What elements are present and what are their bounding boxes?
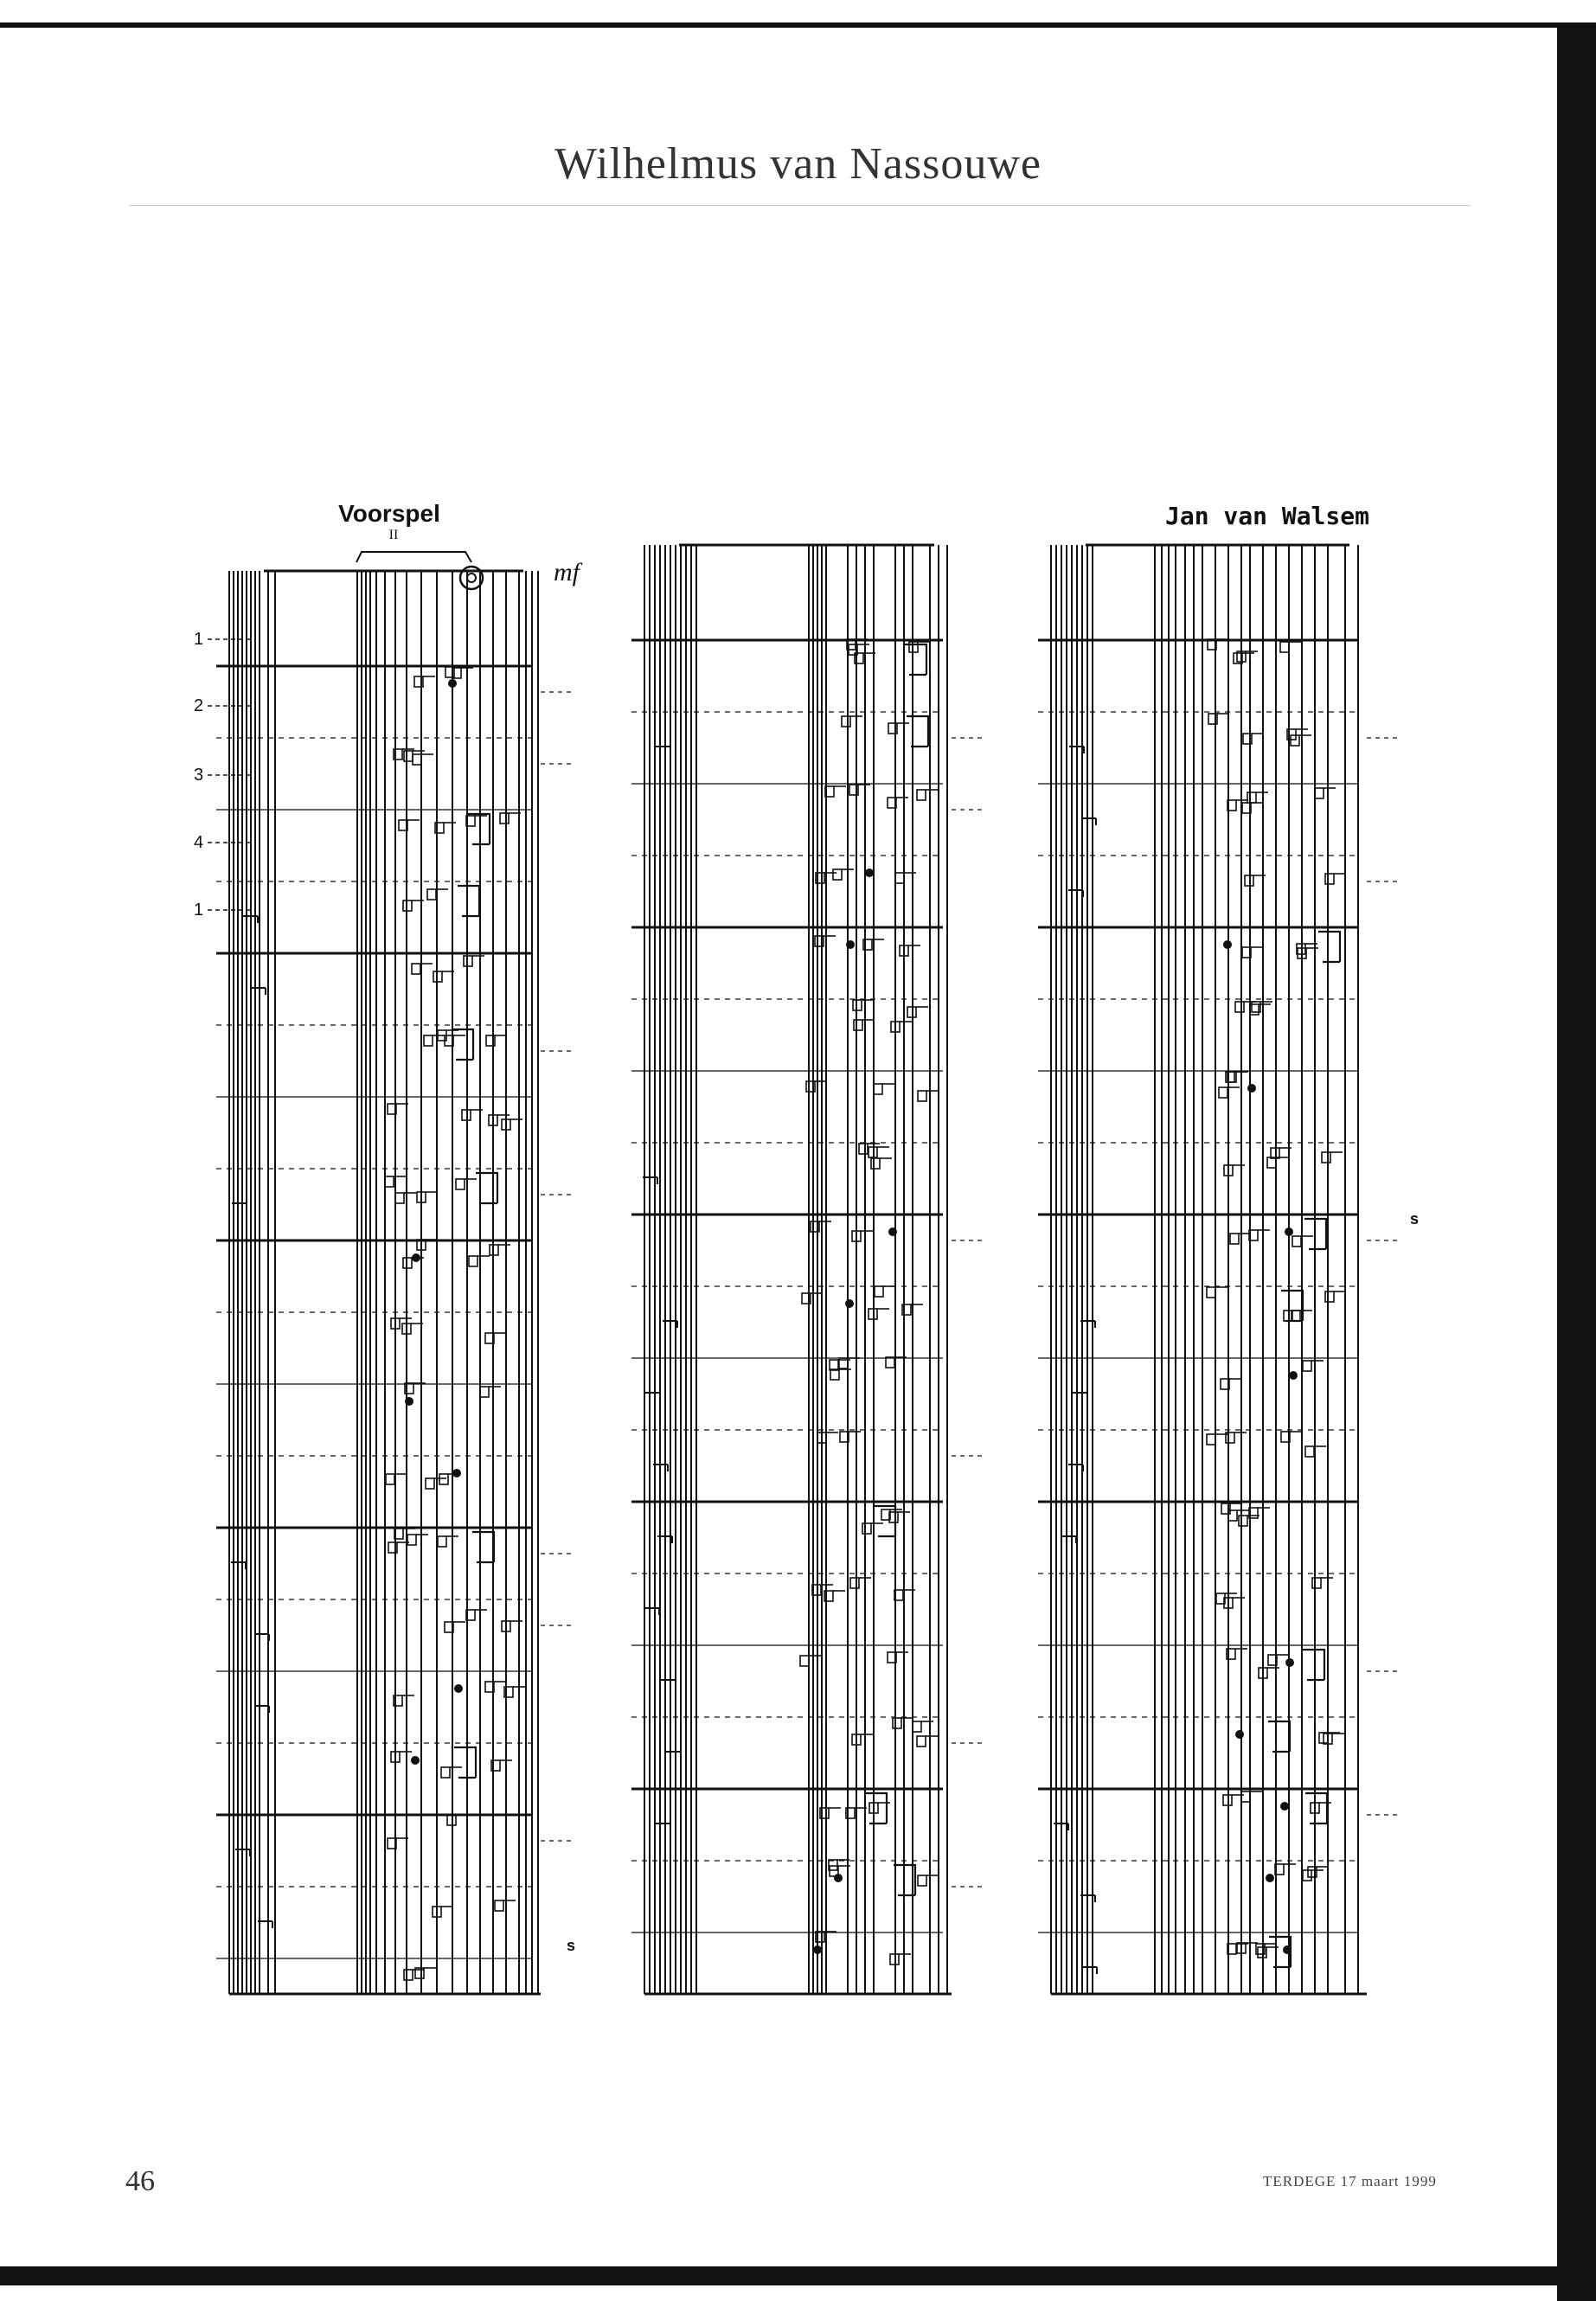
note-dot	[411, 1756, 420, 1765]
dynamic-marking: mf	[554, 558, 580, 586]
beam-mark	[865, 1793, 887, 1823]
composer-credit: Jan van Walsem	[1164, 502, 1369, 530]
note-dot	[1285, 1227, 1293, 1236]
note-mark	[1247, 792, 1256, 803]
note-mark	[1230, 1234, 1239, 1244]
beat-label: 3	[194, 766, 204, 785]
note-dot	[448, 679, 457, 688]
note-dot	[888, 1227, 897, 1236]
note-mark	[1315, 788, 1324, 798]
note-mark	[1207, 1287, 1215, 1298]
end-mark: s	[567, 1937, 576, 1954]
beam-mark	[1268, 1721, 1290, 1752]
note-mark	[875, 1286, 883, 1297]
note-mark	[830, 1360, 838, 1370]
note-dot	[813, 1945, 822, 1954]
note-mark	[854, 1020, 862, 1030]
note-dot	[405, 1397, 413, 1406]
note-dot	[1285, 1658, 1294, 1667]
note-mark	[439, 1474, 448, 1484]
note-mark	[1325, 1292, 1334, 1302]
note-mark	[1303, 1870, 1311, 1881]
note-mark	[1312, 1578, 1321, 1588]
note-mark	[395, 1193, 404, 1203]
note-mark	[893, 1718, 901, 1728]
note-mark	[1325, 874, 1334, 884]
beat-label: 1	[194, 630, 204, 649]
note-mark	[480, 1387, 489, 1397]
note-mark	[469, 1256, 478, 1266]
beam-mark	[1305, 1793, 1327, 1823]
note-mark	[426, 1478, 434, 1489]
page-title: Wilhelmus van Nassouwe	[554, 139, 1042, 189]
note-mark	[859, 1144, 868, 1154]
manual-bracket	[356, 552, 471, 562]
note-mark	[1280, 642, 1289, 652]
note-dot	[845, 1299, 854, 1308]
note-mark	[495, 1900, 503, 1911]
beam-mark	[1303, 1650, 1324, 1680]
note-mark	[1219, 1087, 1227, 1098]
note-dot	[1266, 1874, 1274, 1882]
note-mark	[918, 1875, 926, 1886]
note-mark	[427, 889, 436, 900]
note-mark	[800, 1656, 809, 1666]
note-mark	[830, 1369, 839, 1380]
registration-circle-inner	[467, 574, 476, 582]
note-mark	[886, 1357, 894, 1368]
beat-label: 1	[194, 901, 204, 920]
note-dot	[834, 1874, 843, 1882]
note-mark	[438, 1536, 446, 1547]
note-mark	[500, 813, 509, 824]
note-mark	[412, 964, 420, 974]
note-mark	[862, 1523, 871, 1534]
note-mark	[1292, 1236, 1301, 1247]
note-mark	[385, 1176, 394, 1187]
note-dot	[1289, 1371, 1298, 1380]
note-mark	[404, 751, 413, 761]
note-mark	[386, 1474, 394, 1484]
note-dot	[846, 940, 855, 949]
note-mark	[407, 1535, 416, 1545]
note-mark	[1322, 1152, 1330, 1163]
note-dot	[454, 1684, 463, 1693]
note-mark	[918, 1091, 926, 1101]
note-dot	[865, 868, 874, 877]
section-label: Voorspel	[338, 500, 440, 527]
beam-mark	[452, 1029, 473, 1060]
note-mark	[424, 1035, 433, 1046]
end-mark: s	[1410, 1210, 1420, 1227]
beam-mark	[874, 1506, 895, 1536]
note-mark	[413, 754, 421, 765]
note-mark	[1235, 1002, 1244, 1012]
note-mark	[874, 1084, 882, 1094]
note-mark	[1291, 735, 1299, 746]
footer-credit: TERDEGE 17 maart 1999	[1263, 2173, 1437, 2189]
note-mark	[1207, 1434, 1215, 1445]
note-mark	[1239, 1516, 1247, 1526]
beam-mark	[468, 814, 490, 844]
note-mark	[917, 1736, 926, 1747]
note-mark	[895, 873, 904, 883]
note-mark	[842, 716, 850, 727]
note-dot	[1280, 1802, 1289, 1811]
note-mark	[456, 1179, 465, 1189]
beat-label: 4	[194, 833, 204, 852]
note-mark	[404, 1970, 413, 1980]
note-mark	[1241, 1791, 1250, 1802]
beam-mark	[472, 1532, 494, 1562]
note-mark	[1303, 1361, 1311, 1371]
beam-mark	[454, 1747, 476, 1778]
note-mark	[1305, 1446, 1314, 1457]
beam-mark	[1318, 932, 1340, 962]
beat-label: 2	[194, 696, 204, 715]
note-mark	[1267, 1157, 1276, 1168]
manual-label: II	[388, 528, 399, 542]
beam-mark	[905, 644, 926, 675]
note-mark	[913, 1721, 921, 1732]
note-mark	[871, 1158, 880, 1169]
page-number: 46	[125, 2165, 155, 2197]
note-mark	[441, 1767, 450, 1778]
beam-mark	[458, 886, 479, 916]
beam-mark	[476, 1173, 497, 1203]
note-dot	[1223, 940, 1232, 949]
note-dot	[452, 1469, 461, 1477]
note-dot	[1247, 1084, 1256, 1093]
note-mark	[833, 869, 842, 880]
note-mark	[917, 790, 926, 800]
note-mark	[850, 1578, 859, 1588]
note-dot	[1235, 1730, 1244, 1739]
note-dot	[412, 1253, 420, 1262]
beam-mark	[907, 716, 928, 747]
